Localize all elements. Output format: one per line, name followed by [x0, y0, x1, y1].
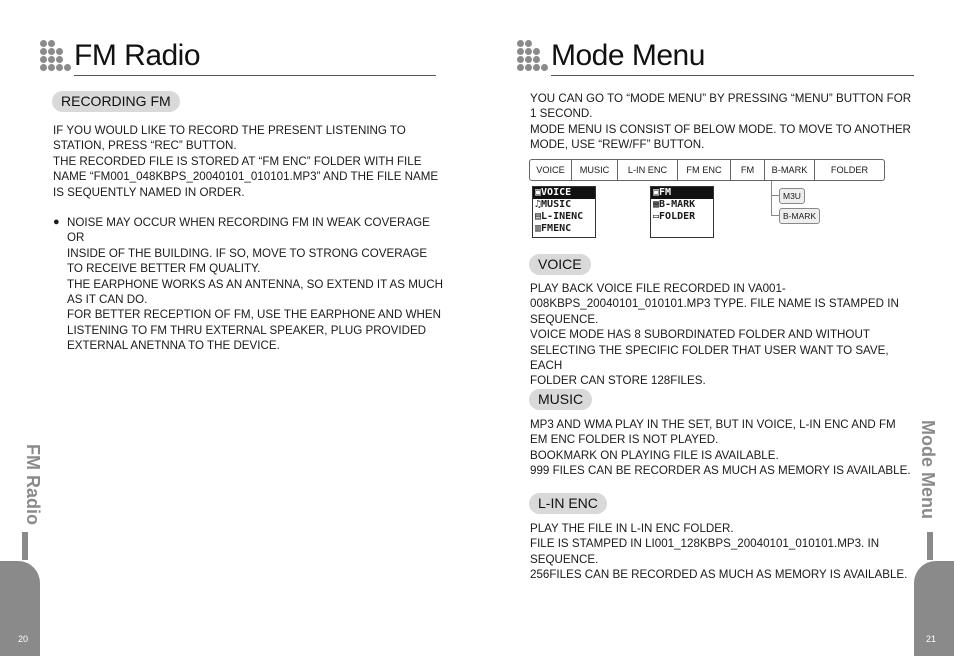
text-line: STATION, PRESS “REC” BUTTON. [53, 139, 237, 153]
text-line: FILE IS STAMPED IN LI001_128KBPS_20040101_010101.MP3. IN [530, 537, 880, 551]
lcd-row: ♫MUSIC [535, 199, 572, 210]
text-line: PLAY THE FILE IN L-IN ENC FOLDER. [530, 522, 734, 535]
text-line: EM ENC FOLDER IS NOT PLAYED. [530, 433, 719, 447]
mode-music: MUSIC [572, 160, 618, 180]
voice-text [530, 281, 915, 389]
fm-enc-icon: ▥ [535, 223, 542, 234]
lcd-screen-voice-music [532, 186, 596, 238]
lcd-row: ▭FOLDER [653, 211, 696, 222]
text-line: 008KBPS_20040101_010101.MP3 TYPE. FILE NAME IS STAMPED IN [530, 297, 899, 311]
text-line: YOU CAN GO TO “MODE MENU” BY PRESSING “MENU” BUTTON FOR [530, 92, 912, 105]
line-in-icon: ▤ [535, 211, 542, 222]
mode-voice: VOICE [530, 160, 572, 180]
lcd-row: ▤L-INENC [535, 211, 584, 222]
recording-fm-text [53, 123, 443, 200]
mode-menu-intro [530, 91, 915, 153]
mode-folder: FOLDER [830, 165, 869, 175]
text-line: 999 FILES CAN BE RECORDER AS MUCH AS MEMORY IS AVAILABLE. [530, 464, 911, 478]
voice-icon: ▣ [535, 187, 542, 198]
text-line: THE RECORDED FILE IS STORED AT “FM ENC” FOLDER WITH FILE [53, 154, 422, 168]
lcd-row: ▣VOICE [533, 187, 595, 199]
lcd-row: ▣FM [651, 187, 713, 199]
text-line: IF YOU WOULD LIKE TO RECORD THE PRESENT LISTENING TO [53, 124, 406, 137]
side-title-left: FM Radio [23, 444, 43, 525]
text-line: 1 SECOND. [530, 107, 593, 121]
music-note-icon: ♫ [535, 199, 542, 210]
lcd-row: ▦B-MARK [653, 199, 696, 210]
text-line: 256FILES CAN BE RECORDED AS MUCH AS MEMORY IS AVAILABLE. [530, 568, 908, 582]
text-line: MP3 AND WMA PLAY IN THE SET, BUT IN VOICE, L-IN ENC AND FM [530, 418, 896, 431]
fm-icon: ▣ [653, 187, 660, 198]
l-in-enc-text [530, 521, 915, 583]
tag-m3u: M3U [779, 188, 805, 204]
text-line: LISTENING TO FM THRU EXTERNAL SPEAKER, PLUG PROVIDED [67, 323, 427, 337]
text-line: MODE MENU IS CONSIST OF BELOW MODE. TO MOVE TO ANOTHER [530, 122, 911, 136]
connector-line [771, 215, 779, 216]
text-line: SELECTING THE SPECIFIC FOLDER THAT USER WANT TO SAVE, EACH [530, 343, 889, 373]
text-line: EXTERNAL ANETNNA TO THE DEVICE. [67, 339, 280, 353]
text-line: VOICE MODE HAS 8 SUBORDINATED FOLDER AND WITHOUT [530, 328, 870, 342]
text-line: PLAY BACK VOICE FILE RECORDED IN VA001- [530, 282, 786, 295]
lcd-row: ▥FMENC [535, 223, 572, 234]
section-label-l-in-enc: L-IN ENC [529, 493, 607, 514]
connector-line [771, 195, 779, 196]
heading-rule [74, 75, 436, 76]
section-label-voice: VOICE [529, 254, 591, 275]
mode-fm-enc: FM ENC [678, 160, 731, 180]
text-line: TO RECEIVE BETTER FM QUALITY. [67, 262, 261, 276]
page-title-fm-radio: FM Radio [74, 39, 201, 72]
heading-rule [551, 75, 914, 76]
text-line: SEQUENCE. [530, 312, 599, 326]
text-line: AS IT CAN DO. [67, 293, 148, 307]
page-number-right: 21 [926, 634, 937, 644]
page-title-mode-menu: Mode Menu [551, 39, 705, 72]
text-line: FOR BETTER RECEPTION OF FM, USE THE EARPHONE AND WHEN [67, 308, 442, 322]
text-line: NAME “FM001_048KBPS_20040101_010101.MP3” AND THE FILE NAME [53, 170, 439, 184]
bookmark-icon: ▦ [653, 199, 660, 210]
side-title-right: Mode Menu [918, 420, 938, 519]
text-line: MODE, USE “REW/FF” BUTTON. [530, 138, 705, 152]
text-line: NOISE MAY OCCUR WHEN RECORDING FM IN WEAK COVERAGE OR [67, 216, 430, 245]
mode-bar [529, 159, 885, 181]
mode-b-mark: B-MARK [765, 160, 815, 180]
mode-l-in-enc: L-IN ENC [618, 160, 678, 180]
section-label-recording-fm: RECORDING FM [52, 91, 180, 112]
page-number-left: 20 [18, 634, 29, 644]
text-line: FOLDER CAN STORE 128FILES. [530, 374, 706, 388]
text-line: THE EARPHONE WORKS AS AN ANTENNA, SO EXTEND IT AS MUCH [67, 277, 444, 291]
mode-fm: FM [731, 160, 765, 180]
folder-icon: ▭ [653, 211, 660, 222]
text-line: BOOKMARK ON PLAYING FILE IS AVAILABLE. [530, 448, 779, 462]
lcd-screen-fm-folder [650, 186, 714, 238]
note-item [53, 215, 443, 354]
text-line: SEQUENCE. [530, 552, 599, 566]
text-line: IS SEQUENTLY NAMED IN ORDER. [53, 185, 245, 199]
bullet-icon: ● [53, 216, 60, 228]
tag-b-mark: B-MARK [779, 208, 820, 224]
side-bar-right [927, 532, 933, 560]
recording-fm-note [53, 215, 443, 354]
section-label-music: MUSIC [529, 389, 592, 410]
connector-line [771, 181, 772, 215]
text-line: INSIDE OF THE BUILDING. IF SO, MOVE TO STRONG COVERAGE [67, 246, 428, 260]
music-text [530, 417, 915, 479]
side-bar-left [22, 532, 28, 560]
